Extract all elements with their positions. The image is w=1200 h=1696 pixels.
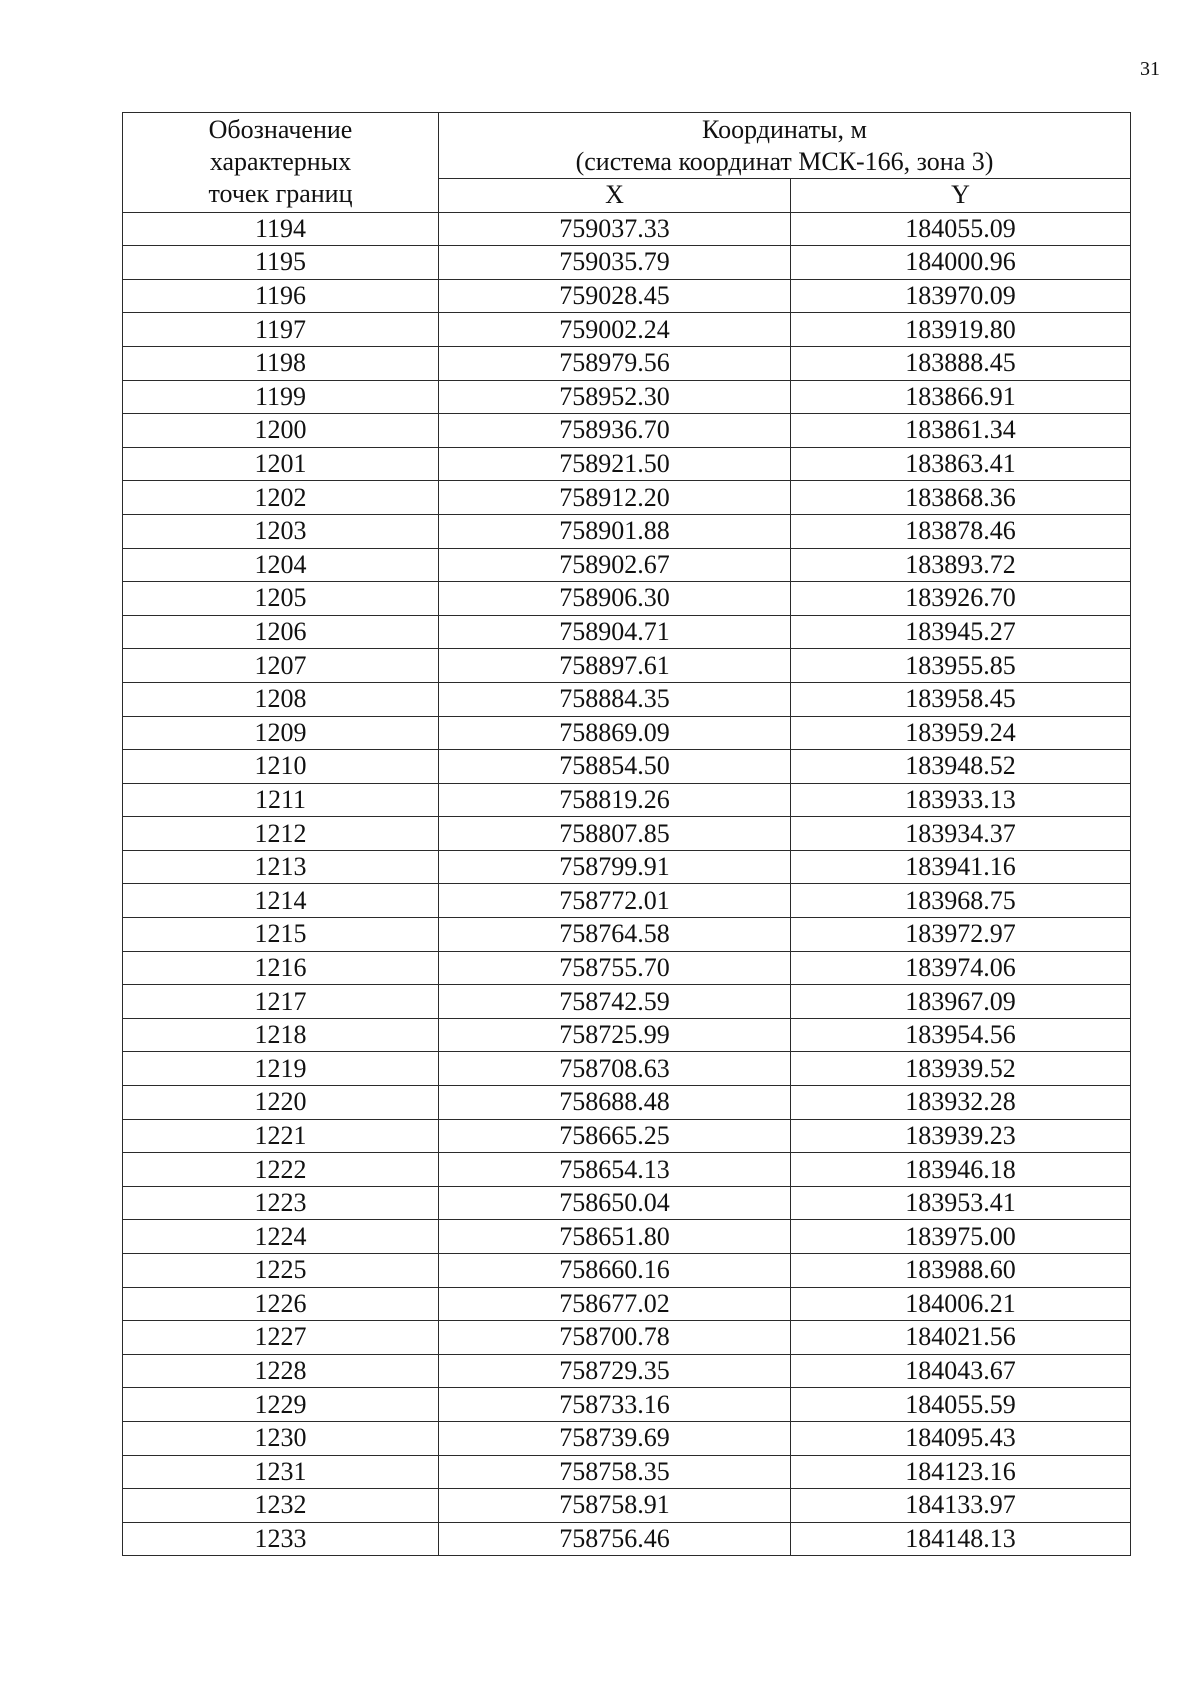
table-row: [123, 1287, 1131, 1321]
x-coordinate-cell: 758936.70: [439, 414, 791, 448]
point-id-cell: 1216: [123, 951, 439, 985]
x-coordinate-cell: 758733.16: [439, 1388, 791, 1422]
point-id-cell: 1204: [123, 548, 439, 582]
table-row: [123, 1254, 1131, 1288]
y-coordinate-cell: 183878.46: [791, 514, 1131, 548]
x-coordinate-cell: 758725.99: [439, 1018, 791, 1052]
y-coordinate-cell: 183939.23: [791, 1119, 1131, 1153]
table-row: [123, 514, 1131, 548]
y-coordinate-cell: 183866.91: [791, 380, 1131, 414]
point-id-cell: 1196: [123, 279, 439, 313]
y-coordinate-cell: 183893.72: [791, 548, 1131, 582]
y-column-header: Y: [791, 179, 1131, 213]
point-id-cell: 1228: [123, 1354, 439, 1388]
x-coordinate-cell: 758755.70: [439, 951, 791, 985]
table-row: [123, 1052, 1131, 1086]
table-row: [123, 1086, 1131, 1120]
x-coordinate-cell: 759037.33: [439, 212, 791, 246]
x-coordinate-cell: 758921.50: [439, 447, 791, 481]
x-coordinate-cell: 759002.24: [439, 313, 791, 347]
x-coordinate-cell: 758650.04: [439, 1186, 791, 1220]
x-coordinate-cell: 758807.85: [439, 817, 791, 851]
table-row: [123, 783, 1131, 817]
point-id-cell: 1221: [123, 1119, 439, 1153]
y-coordinate-cell: 183863.41: [791, 447, 1131, 481]
point-id-cell: 1229: [123, 1388, 439, 1422]
y-coordinate-cell: 183967.09: [791, 985, 1131, 1019]
point-id-cell: 1214: [123, 884, 439, 918]
y-coordinate-cell: 184000.96: [791, 246, 1131, 280]
coordinates-header-line-2: (система координат МСК-166, зона 3): [575, 146, 994, 176]
y-coordinate-cell: 183941.16: [791, 850, 1131, 884]
point-id-cell: 1225: [123, 1254, 439, 1288]
y-coordinate-cell: 183919.80: [791, 313, 1131, 347]
point-id-cell: 1198: [123, 346, 439, 380]
point-id-cell: 1212: [123, 817, 439, 851]
x-coordinate-cell: 758799.91: [439, 850, 791, 884]
y-coordinate-cell: 183946.18: [791, 1153, 1131, 1187]
x-coordinate-cell: 758904.71: [439, 615, 791, 649]
point-id-cell: 1203: [123, 514, 439, 548]
x-coordinate-cell: 758758.91: [439, 1489, 791, 1523]
point-id-cell: 1218: [123, 1018, 439, 1052]
point-id-cell: 1226: [123, 1287, 439, 1321]
x-coordinate-cell: 758854.50: [439, 750, 791, 784]
point-id-cell: 1222: [123, 1153, 439, 1187]
table-row: [123, 1018, 1131, 1052]
table-row: [123, 414, 1131, 448]
table-row: [123, 313, 1131, 347]
y-coordinate-cell: 183958.45: [791, 682, 1131, 716]
coordinates-header-line-1: Координаты, м: [702, 114, 867, 144]
x-coordinate-cell: 758906.30: [439, 582, 791, 616]
point-id-cell: 1223: [123, 1186, 439, 1220]
x-coordinate-cell: 758688.48: [439, 1086, 791, 1120]
point-id-cell: 1206: [123, 615, 439, 649]
y-coordinate-cell: 183888.45: [791, 346, 1131, 380]
y-coordinate-cell: 183932.28: [791, 1086, 1131, 1120]
point-id-cell: 1232: [123, 1489, 439, 1523]
y-coordinate-cell: 184095.43: [791, 1421, 1131, 1455]
point-id-cell: 1209: [123, 716, 439, 750]
table-row: [123, 817, 1131, 851]
y-coordinate-cell: 183955.85: [791, 649, 1131, 683]
y-coordinate-cell: 183933.13: [791, 783, 1131, 817]
table-row: [123, 246, 1131, 280]
y-coordinate-cell: 183954.56: [791, 1018, 1131, 1052]
point-id-cell: 1199: [123, 380, 439, 414]
x-coordinate-cell: 758901.88: [439, 514, 791, 548]
point-id-cell: 1211: [123, 783, 439, 817]
y-coordinate-cell: 184148.13: [791, 1522, 1131, 1556]
table-row: [123, 548, 1131, 582]
point-id-cell: 1217: [123, 985, 439, 1019]
x-coordinate-cell: 758651.80: [439, 1220, 791, 1254]
x-coordinate-cell: 758979.56: [439, 346, 791, 380]
x-coordinate-cell: 758912.20: [439, 481, 791, 515]
x-coordinate-cell: 758772.01: [439, 884, 791, 918]
x-coordinate-cell: 758952.30: [439, 380, 791, 414]
x-coordinate-cell: 758660.16: [439, 1254, 791, 1288]
point-header-line-1: Обозначение: [208, 115, 353, 145]
x-coordinate-cell: 758819.26: [439, 783, 791, 817]
y-coordinate-cell: 183953.41: [791, 1186, 1131, 1220]
x-coordinate-cell: 758897.61: [439, 649, 791, 683]
y-coordinate-cell: 183959.24: [791, 716, 1131, 750]
point-id-cell: 1213: [123, 850, 439, 884]
table-row: [123, 1455, 1131, 1489]
y-coordinate-cell: 183975.00: [791, 1220, 1131, 1254]
point-id-cell: 1197: [123, 313, 439, 347]
x-coordinate-cell: 758700.78: [439, 1321, 791, 1355]
x-coordinate-cell: 758902.67: [439, 548, 791, 582]
point-id-cell: 1201: [123, 447, 439, 481]
x-coordinate-cell: 759028.45: [439, 279, 791, 313]
x-coordinate-cell: 758654.13: [439, 1153, 791, 1187]
y-coordinate-cell: 183945.27: [791, 615, 1131, 649]
y-coordinate-cell: 183974.06: [791, 951, 1131, 985]
table-row: [123, 1354, 1131, 1388]
y-coordinate-cell: 183868.36: [791, 481, 1131, 515]
table-row: [123, 1119, 1131, 1153]
x-coordinate-cell: 758665.25: [439, 1119, 791, 1153]
page-number: 31: [1140, 58, 1160, 80]
table-row: [123, 1522, 1131, 1556]
table-row: [123, 850, 1131, 884]
table-row: [123, 346, 1131, 380]
table-header: [123, 113, 1131, 213]
x-coordinate-cell: 758764.58: [439, 918, 791, 952]
table-row: [123, 1153, 1131, 1187]
table-row: [123, 380, 1131, 414]
point-header-line-3: точек границ: [208, 179, 353, 209]
x-coordinate-cell: 759035.79: [439, 246, 791, 280]
point-id-cell: 1219: [123, 1052, 439, 1086]
x-coordinate-cell: 758869.09: [439, 716, 791, 750]
y-coordinate-cell: 183968.75: [791, 884, 1131, 918]
point-header-line-2: характерных: [209, 147, 352, 177]
y-coordinate-cell: 183972.97: [791, 918, 1131, 952]
y-coordinate-cell: 184055.09: [791, 212, 1131, 246]
table-row: [123, 279, 1131, 313]
y-coordinate-cell: 183926.70: [791, 582, 1131, 616]
table-row: [123, 1220, 1131, 1254]
point-id-cell: 1220: [123, 1086, 439, 1120]
point-id-cell: 1202: [123, 481, 439, 515]
coordinates-table: [122, 112, 1131, 1556]
x-column-header: X: [439, 179, 791, 213]
y-coordinate-cell: 183988.60: [791, 1254, 1131, 1288]
table-row: [123, 951, 1131, 985]
point-id-cell: 1230: [123, 1421, 439, 1455]
table-row: [123, 884, 1131, 918]
coordinates-header: [439, 113, 1131, 179]
y-coordinate-cell: 184133.97: [791, 1489, 1131, 1523]
point-id-cell: 1205: [123, 582, 439, 616]
table-row: [123, 615, 1131, 649]
y-coordinate-cell: 183939.52: [791, 1052, 1131, 1086]
table-row: [123, 1388, 1131, 1422]
point-id-cell: 1227: [123, 1321, 439, 1355]
table-row: [123, 1489, 1131, 1523]
table-row: [123, 481, 1131, 515]
y-coordinate-cell: 183934.37: [791, 817, 1131, 851]
table-row: [123, 682, 1131, 716]
table-row: [123, 1321, 1131, 1355]
point-id-cell: 1194: [123, 212, 439, 246]
x-coordinate-cell: 758677.02: [439, 1287, 791, 1321]
point-id-cell: 1224: [123, 1220, 439, 1254]
y-coordinate-cell: 184055.59: [791, 1388, 1131, 1422]
x-coordinate-cell: 758742.59: [439, 985, 791, 1019]
point-id-cell: 1210: [123, 750, 439, 784]
table-row: [123, 649, 1131, 683]
point-id-cell: 1208: [123, 682, 439, 716]
point-id-cell: 1207: [123, 649, 439, 683]
point-id-cell: 1231: [123, 1455, 439, 1489]
table-row: [123, 1186, 1131, 1220]
x-coordinate-cell: 758884.35: [439, 682, 791, 716]
x-coordinate-cell: 758739.69: [439, 1421, 791, 1455]
table-row: [123, 716, 1131, 750]
y-coordinate-cell: 183948.52: [791, 750, 1131, 784]
table-row: [123, 447, 1131, 481]
table-row: [123, 985, 1131, 1019]
x-coordinate-cell: 758729.35: [439, 1354, 791, 1388]
point-id-cell: 1200: [123, 414, 439, 448]
table-row: [123, 750, 1131, 784]
y-coordinate-cell: 183970.09: [791, 279, 1131, 313]
point-designation-header: [123, 113, 439, 213]
point-id-cell: 1195: [123, 246, 439, 280]
x-coordinate-cell: 758708.63: [439, 1052, 791, 1086]
table-row: [123, 582, 1131, 616]
y-coordinate-cell: 183861.34: [791, 414, 1131, 448]
x-coordinate-cell: 758756.46: [439, 1522, 791, 1556]
table-row: [123, 918, 1131, 952]
table-body: [123, 212, 1131, 1556]
y-coordinate-cell: 184006.21: [791, 1287, 1131, 1321]
y-coordinate-cell: 184043.67: [791, 1354, 1131, 1388]
table-row: [123, 212, 1131, 246]
point-id-cell: 1215: [123, 918, 439, 952]
y-coordinate-cell: 184021.56: [791, 1321, 1131, 1355]
point-id-cell: 1233: [123, 1522, 439, 1556]
x-coordinate-cell: 758758.35: [439, 1455, 791, 1489]
y-coordinate-cell: 184123.16: [791, 1455, 1131, 1489]
table-row: [123, 1421, 1131, 1455]
